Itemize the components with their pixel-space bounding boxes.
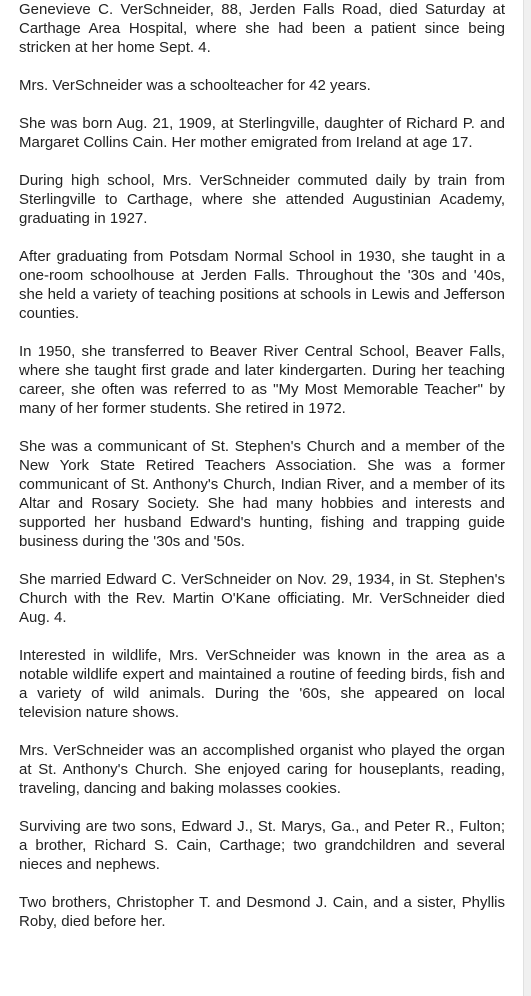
paragraph-10: Mrs. VerSchneider was an accomplished organist who played the organ at St. Anthony's Church. She enjoyed caring for houseplants, reading, traveling, dancing and baking molasses cookies. [19, 742, 505, 797]
paragraph-11: Surviving are two sons, Edward J., St. Marys, Ga., and Peter R., Fulton; a brother, Richard S. Cain, Carthage; two grandchildren and several nieces and nephews. [19, 818, 505, 873]
obituary-article [19, 0, 505, 950]
paragraph-7: She was a communicant of St. Stephen's Church and a member of the New York State Retired Teachers Association. She was a former communicant of St. Anthony's Church, Indian River, and a member of its Altar and Rosary Society. She had many hobbies and interests and supported her husband Edward's hunting, fishing and trapping guide business during the '30s and '50s. [19, 438, 505, 550]
paragraph-8: She married Edward C. VerSchneider on Nov. 29, 1934, in St. Stephen's Church with the Rev. Martin O'Kane officiating. Mr. VerSchneider died Aug. 4. [19, 571, 505, 626]
paragraph-5: After graduating from Potsdam Normal School in 1930, she taught in a one-room schoolhouse at Jerden Falls. Throughout the '30s and '40s, she held a variety of teaching positions at schools in Lewis and Jefferson counties. [19, 248, 505, 322]
vertical-scrollbar[interactable] [523, 0, 531, 996]
paragraph-4: During high school, Mrs. VerSchneider commuted daily by train from Sterlingville to Carthage, where she attended Augustinian Academy, graduating in 1927. [19, 172, 505, 227]
paragraph-6: In 1950, she transferred to Beaver River Central School, Beaver Falls, where she taught first grade and later kindergarten. During her teaching career, she often was referred to as "My Most Memorable Teacher" by many of her former students. She retired in 1972. [19, 343, 505, 417]
paragraph-12: Two brothers, Christopher T. and Desmond J. Cain, and a sister, Phyllis Roby, died before her. [19, 894, 505, 930]
paragraph-2: Mrs. VerSchneider was a schoolteacher for 42 years. [19, 77, 371, 94]
paragraph-1: Genevieve C. VerSchneider, 88, Jerden Falls Road, died Saturday at Carthage Area Hospital, where she had been a patient since being stricken at her home Sept. 4. [19, 1, 505, 56]
paragraph-9: Interested in wildlife, Mrs. VerSchneider was known in the area as a notable wildlife expert and maintained a routine of feeding birds, fish and a variety of wild animals. During the '60s, she appeared on local television nature shows. [19, 647, 505, 721]
paragraph-3: She was born Aug. 21, 1909, at Sterlingville, daughter of Richard P. and Margaret Collins Cain. Her mother emigrated from Ireland at age 17. [19, 115, 505, 151]
